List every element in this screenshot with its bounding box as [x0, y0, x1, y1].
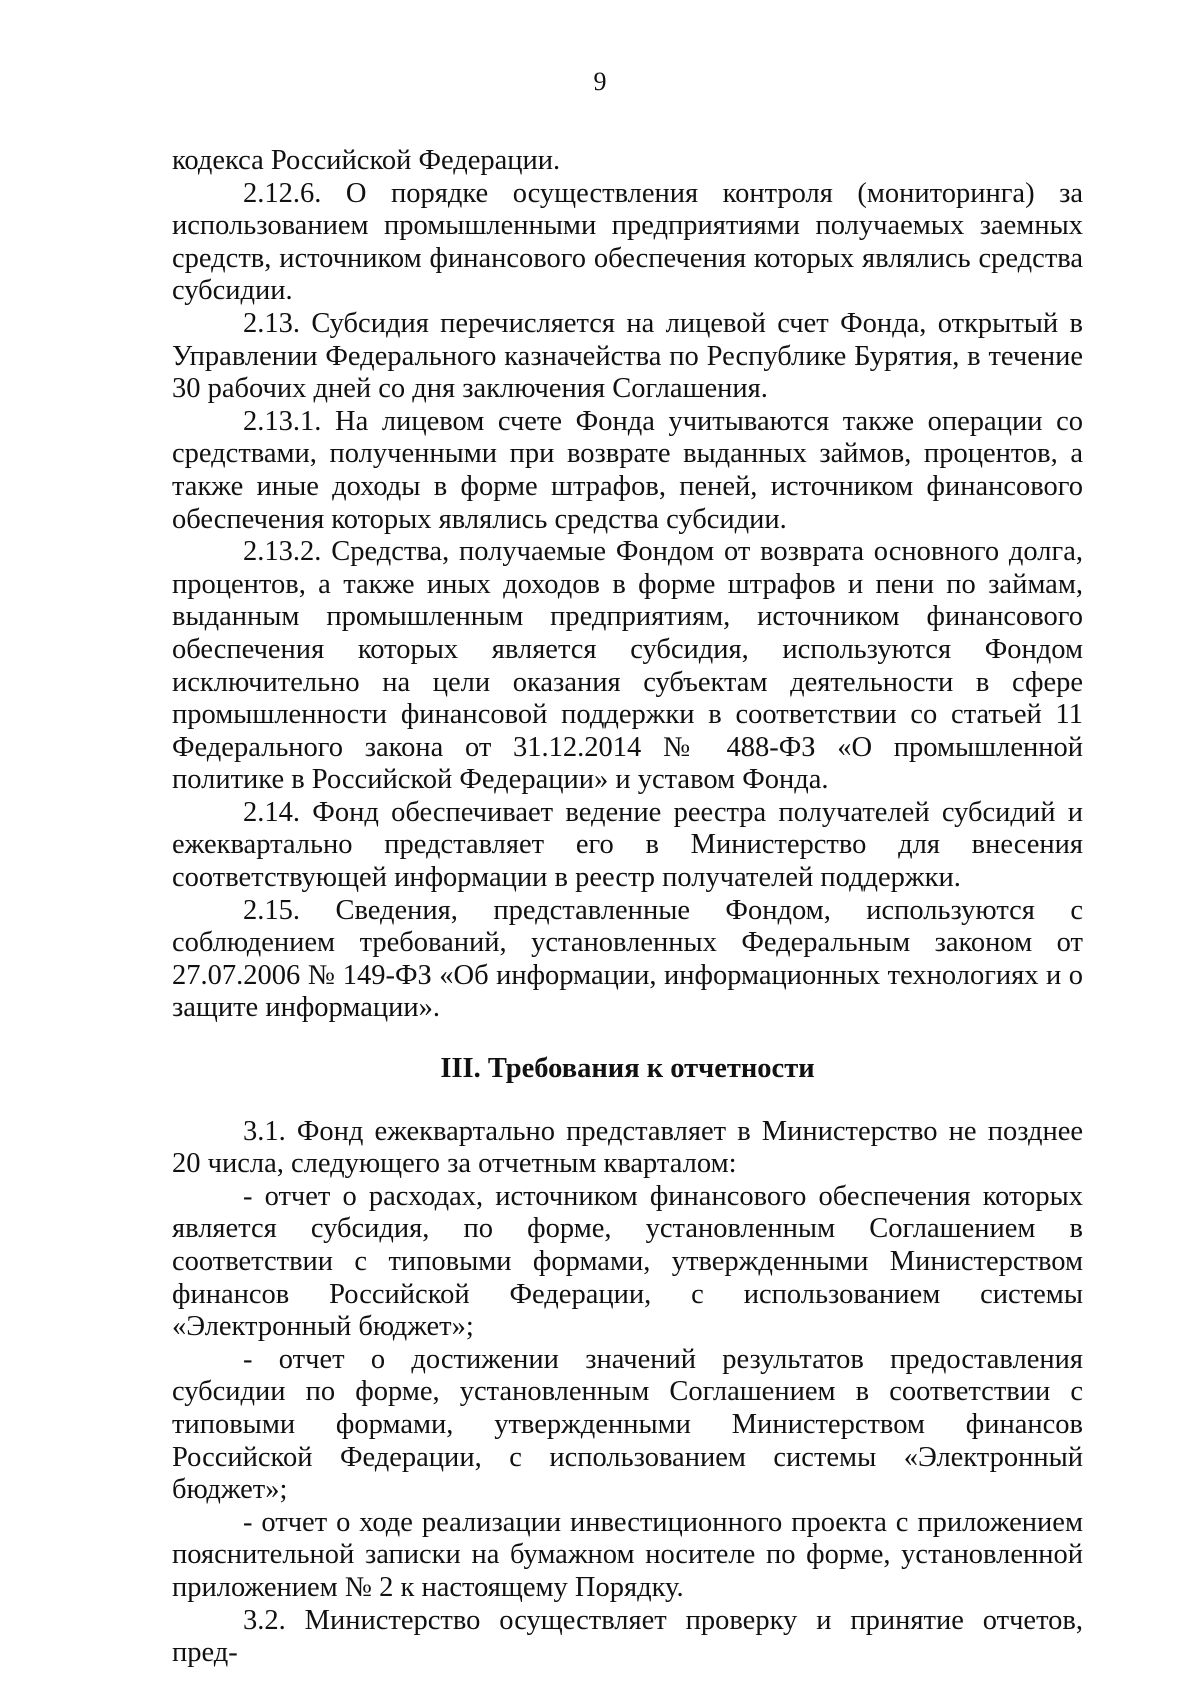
paragraph-2-13-1: 2.13.1. На лицевом счете Фонда учитываются также операции со средствами, полученными при возврате выданных займов, процентов, а также иные доходы в форме штрафов, пеней, источником финансового обеспечения которых являлись средства субсидии.: [172, 405, 1083, 535]
list-item-results-report: - отчет о достижении значений результатов предоставления субсидии по форме, установленным Соглашением в соответствии с типовыми формами, утвержденными Министерством финансов Российской Федерации, с использованием системы «Электронный бюджет»;: [172, 1343, 1083, 1506]
paragraph-2-13-2: 2.13.2. Средства, получаемые Фондом от возврата основного долга, процентов, а также иных доходов в форме штрафов и пени по займам, выданным промышленным предприятиям, источником финансового обеспечения которых является субсидия, используются Фондом исключительно на цели оказания субъектам деятельности в сфере промышленности финансовой поддержки в соответствии со статьей 11 Федерального закона от 31.12.2014 № 488-ФЗ «О промышленной политике в Российской Федерации» и уставом Фонда.: [172, 536, 1083, 796]
paragraph-3-1: 3.1. Фонд ежеквартально представляет в Министерство не позднее 20 числа, следующего за отчетным кварталом:: [172, 1115, 1083, 1180]
section-heading: III. Требования к отчетности: [440, 1053, 815, 1085]
paragraph-continuation: кодекса Российской Федерации.: [172, 145, 561, 176]
paragraph-2-13: 2.13. Субсидия перечисляется на лицевой счет Фонда, открытый в Управлении Федерального казначейства по Республике Бурятия, в течение 30 рабочих дней со дня заключения Соглашения.: [172, 307, 1083, 405]
document-body: [172, 145, 1083, 1670]
page-number: 9: [593, 67, 607, 96]
paragraph-2-12-6: 2.12.6. О порядке осуществления контроля (мониторинга) за использованием промышленными предприятиями получаемых заемных средств, источником финансового обеспечения которых являлись средства субсидии.: [172, 177, 1083, 307]
list-item-project-report: - отчет о ходе реализации инвестиционного проекта с приложением пояснительной записки на бумажном носителе по форме, установленной приложением № 2 к настоящему Порядку.: [172, 1506, 1083, 1603]
paragraph-2-15: 2.15. Сведения, представленные Фондом, используются с соблюдением требований, установленных Федеральным законом от 27.07.2006 № 149-ФЗ «Об информации, информационных технологиях и о защите информации».: [172, 894, 1083, 1024]
list-item-expense-report: - отчет о расходах, источником финансового обеспечения которых является субсидия, по форме, установленным Соглашением в соответствии с типовыми формами, утвержденными Министерством финансов Российской Федерации, с использованием системы «Электронный бюджет»;: [172, 1180, 1083, 1343]
paragraph-2-14: 2.14. Фонд обеспечивает ведение реестра получателей субсидий и ежеквартально представляет его в Министерство для внесения соответствующей информации в реестр получателей поддержки.: [172, 796, 1083, 894]
paragraph-3-2: 3.2. Министерство осуществляет проверку и принятие отчетов, пред-: [172, 1604, 1083, 1669]
